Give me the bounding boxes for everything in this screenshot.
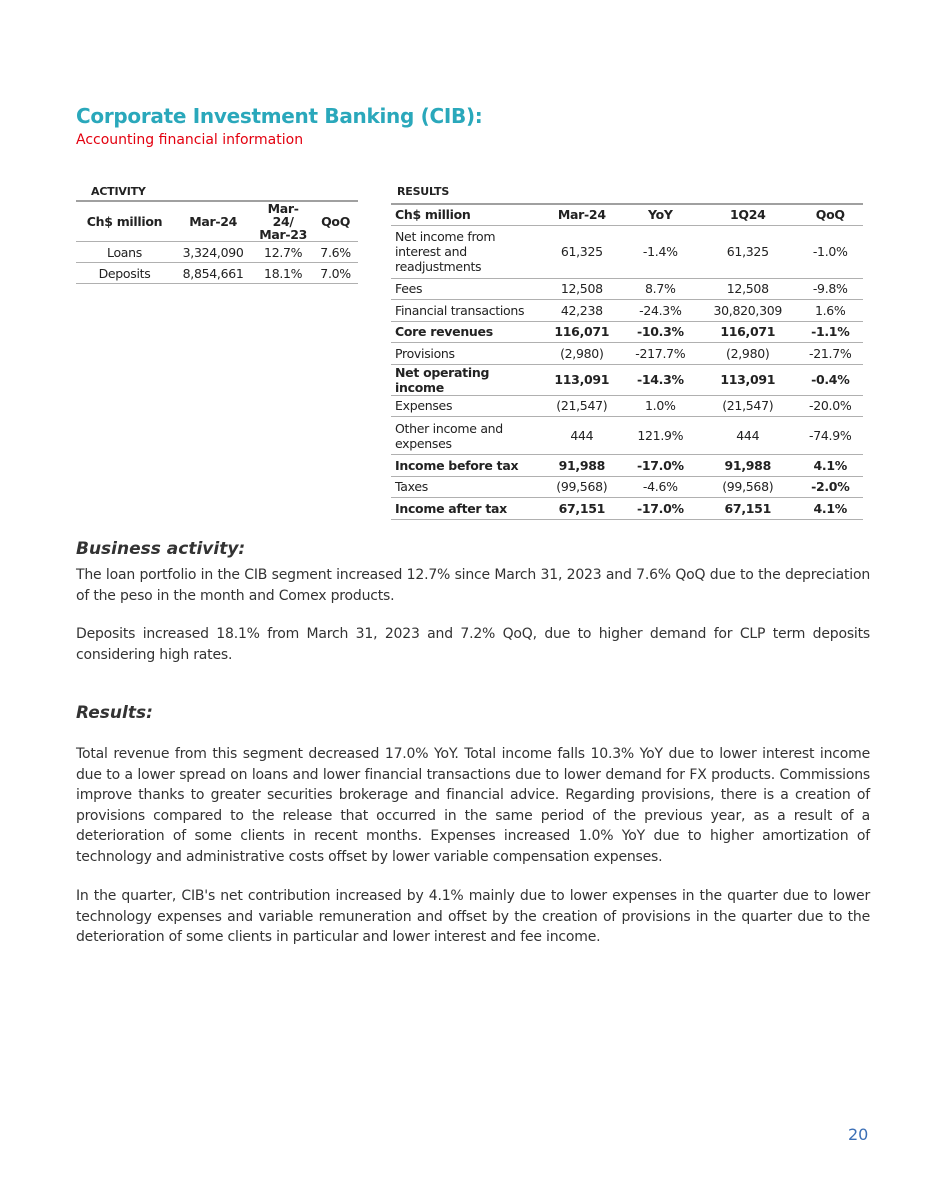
cell: 116,071 bbox=[541, 321, 623, 343]
table-row bbox=[76, 242, 358, 263]
cell: 91,988 bbox=[698, 455, 797, 477]
table-row bbox=[391, 498, 863, 520]
page-subtitle: Accounting financial information bbox=[76, 132, 304, 148]
business-paragraph-2: Deposits increased 18.1% from March 31, 2023 and 7.2% QoQ, due to higher demand for CLP term deposits considering high rates. bbox=[76, 626, 870, 663]
cell: 7.0% bbox=[313, 263, 358, 284]
cell: -24.3% bbox=[623, 300, 698, 322]
cell: 18.1% bbox=[253, 263, 313, 284]
cell: 12,508 bbox=[698, 278, 797, 300]
activity-caption: ACTIVITY bbox=[91, 185, 146, 198]
results-table bbox=[391, 203, 863, 520]
cell: -17.0% bbox=[623, 455, 698, 477]
cell: 67,151 bbox=[541, 498, 623, 520]
cell: (99,568) bbox=[698, 476, 797, 498]
table-row bbox=[391, 417, 863, 455]
col-header: Mar-24 bbox=[541, 204, 623, 225]
cell: 61,325 bbox=[698, 225, 797, 278]
cell: 61,325 bbox=[541, 225, 623, 278]
table-row bbox=[391, 343, 863, 365]
cell: -217.7% bbox=[623, 343, 698, 365]
cell: Deposits bbox=[76, 263, 173, 284]
cell: Other income and expenses bbox=[391, 417, 541, 455]
results-paragraph-2: In the quarter, CIB's net contribution increased by 4.1% mainly due to lower expenses in the quarter due to lower technology expenses and variable remuneration and offset by the creation of provisions in the quarter due to the deterioration of some clients in particular and lower interest and fee income. bbox=[76, 888, 870, 945]
table-row bbox=[391, 364, 863, 395]
cell: 3,324,090 bbox=[173, 242, 253, 263]
cell: 7.6% bbox=[313, 242, 358, 263]
cell: Net income from interest and readjustments bbox=[391, 225, 541, 278]
table-row bbox=[76, 263, 358, 284]
cell: 12.7% bbox=[253, 242, 313, 263]
cell: 42,238 bbox=[541, 300, 623, 322]
cell: -1.0% bbox=[797, 225, 863, 278]
cell: -17.0% bbox=[623, 498, 698, 520]
cell: Income after tax bbox=[391, 498, 541, 520]
cell: Financial transactions bbox=[391, 300, 541, 322]
cell: 121.9% bbox=[623, 417, 698, 455]
cell: -21.7% bbox=[797, 343, 863, 365]
page-number: 20 bbox=[848, 1125, 869, 1144]
table-row bbox=[391, 321, 863, 343]
table-row bbox=[391, 455, 863, 477]
cell: Taxes bbox=[391, 476, 541, 498]
table-row bbox=[391, 476, 863, 498]
cell: 1.6% bbox=[797, 300, 863, 322]
cell: 4.1% bbox=[797, 455, 863, 477]
cell: 8.7% bbox=[623, 278, 698, 300]
activity-table bbox=[76, 200, 358, 284]
table-row bbox=[391, 225, 863, 278]
cell: Provisions bbox=[391, 343, 541, 365]
cell: 8,854,661 bbox=[173, 263, 253, 284]
cell: -1.4% bbox=[623, 225, 698, 278]
cell: -14.3% bbox=[623, 364, 698, 395]
cell: Fees bbox=[391, 278, 541, 300]
cell: 67,151 bbox=[698, 498, 797, 520]
cell: 91,988 bbox=[541, 455, 623, 477]
cell: 4.1% bbox=[797, 498, 863, 520]
cell: -4.6% bbox=[623, 476, 698, 498]
cell: 30,820,309 bbox=[698, 300, 797, 322]
cell: -20.0% bbox=[797, 395, 863, 417]
col-header: YoY bbox=[623, 204, 698, 225]
cell: (99,568) bbox=[541, 476, 623, 498]
cell: 116,071 bbox=[698, 321, 797, 343]
table-row bbox=[391, 395, 863, 417]
cell: -74.9% bbox=[797, 417, 863, 455]
cell: -9.8% bbox=[797, 278, 863, 300]
col-header: QoQ bbox=[797, 204, 863, 225]
cell: Expenses bbox=[391, 395, 541, 417]
cell: 444 bbox=[541, 417, 623, 455]
page-title: Corporate Investment Banking (CIB): bbox=[76, 104, 483, 128]
col-header: QoQ bbox=[313, 201, 358, 242]
results-heading: Results: bbox=[76, 703, 153, 723]
col-header: Mar-24/ Mar-23 bbox=[253, 201, 313, 242]
cell: 444 bbox=[698, 417, 797, 455]
table-row bbox=[391, 300, 863, 322]
cell: (21,547) bbox=[698, 395, 797, 417]
cell: 113,091 bbox=[541, 364, 623, 395]
col-header: Ch$ million bbox=[76, 201, 173, 242]
cell: Loans bbox=[76, 242, 173, 263]
cell: -10.3% bbox=[623, 321, 698, 343]
results-caption: RESULTS bbox=[397, 185, 450, 198]
results-paragraph-1: Total revenue from this segment decreased 17.0% YoY. Total income falls 10.3% YoY due to lower interest income due to a lower spread on loans and lower financial transactions due to lower demand for FX products. Commissions improve thanks to greater securities brokerage and financial advice. Regarding provisions, there is a creation of provisions compared to the release that occurred in the same period of the previous year, as a result of a deterioration of some clients in recent months. Expenses increased 1.0% YoY due to higher amortization of technology and administrative costs offset by lower variable compensation expenses. bbox=[76, 746, 870, 865]
business-paragraph-1: The loan portfolio in the CIB segment increased 12.7% since March 31, 2023 and 7.6% QoQ due to the depreciation of the peso in the month and Comex products. bbox=[76, 567, 870, 604]
cell: (2,980) bbox=[541, 343, 623, 365]
cell: Income before tax bbox=[391, 455, 541, 477]
cell: Core revenues bbox=[391, 321, 541, 343]
cell: (2,980) bbox=[698, 343, 797, 365]
cell: -0.4% bbox=[797, 364, 863, 395]
col-header: 1Q24 bbox=[698, 204, 797, 225]
col-header: Mar-24 bbox=[173, 201, 253, 242]
table-row bbox=[391, 278, 863, 300]
cell: 113,091 bbox=[698, 364, 797, 395]
business-activity-heading: Business activity: bbox=[76, 539, 246, 559]
cell: -2.0% bbox=[797, 476, 863, 498]
cell: Net operating income bbox=[391, 364, 541, 395]
cell: 1.0% bbox=[623, 395, 698, 417]
cell: (21,547) bbox=[541, 395, 623, 417]
cell: -1.1% bbox=[797, 321, 863, 343]
col-header: Ch$ million bbox=[391, 204, 541, 225]
cell: 12,508 bbox=[541, 278, 623, 300]
